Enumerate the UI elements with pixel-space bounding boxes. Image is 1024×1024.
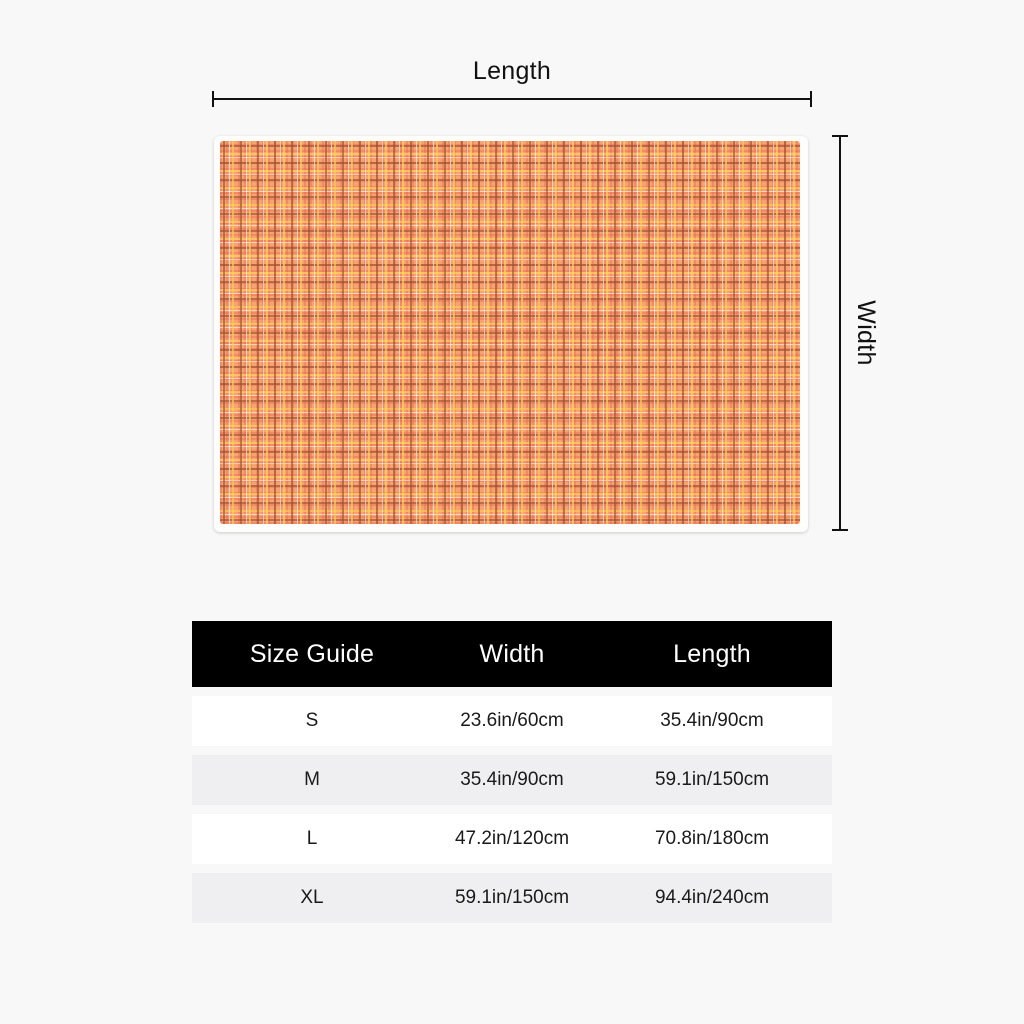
length-dimension-cap-left — [212, 91, 214, 107]
table-row — [192, 755, 832, 805]
length-cell: 70.8in/180cm — [654, 828, 770, 849]
blanket-illustration — [214, 136, 808, 532]
length-cell: 59.1in/150cm — [654, 769, 770, 790]
header-size-guide: Size Guide — [249, 639, 375, 668]
length-cell: 35.4in/90cm — [660, 710, 764, 731]
width-dimension-label: Width — [852, 300, 880, 366]
table-header-row — [192, 621, 832, 687]
header-length: Length — [673, 639, 751, 668]
length-dimension-label: Length — [472, 57, 552, 85]
table-row — [192, 873, 832, 923]
length-dimension-line — [212, 98, 812, 100]
size-guide-table — [192, 621, 832, 923]
width-dimension-line — [839, 135, 841, 531]
header-width: Width — [479, 639, 545, 668]
width-cell: 35.4in/90cm — [460, 769, 564, 790]
size-cell: XL — [300, 887, 324, 908]
size-cell: L — [306, 828, 318, 849]
length-cell: 94.4in/240cm — [654, 887, 770, 908]
size-cell: M — [304, 769, 320, 790]
length-dimension-cap-right — [810, 91, 812, 107]
table-row — [192, 814, 832, 864]
size-cell: S — [305, 710, 319, 731]
plaid-pattern — [220, 141, 800, 524]
width-dimension-cap-bottom — [832, 529, 848, 531]
width-dimension-cap-top — [832, 135, 848, 137]
width-cell: 23.6in/60cm — [460, 710, 564, 731]
table-row — [192, 696, 832, 746]
width-cell: 59.1in/150cm — [454, 887, 570, 908]
width-cell: 47.2in/120cm — [454, 828, 570, 849]
